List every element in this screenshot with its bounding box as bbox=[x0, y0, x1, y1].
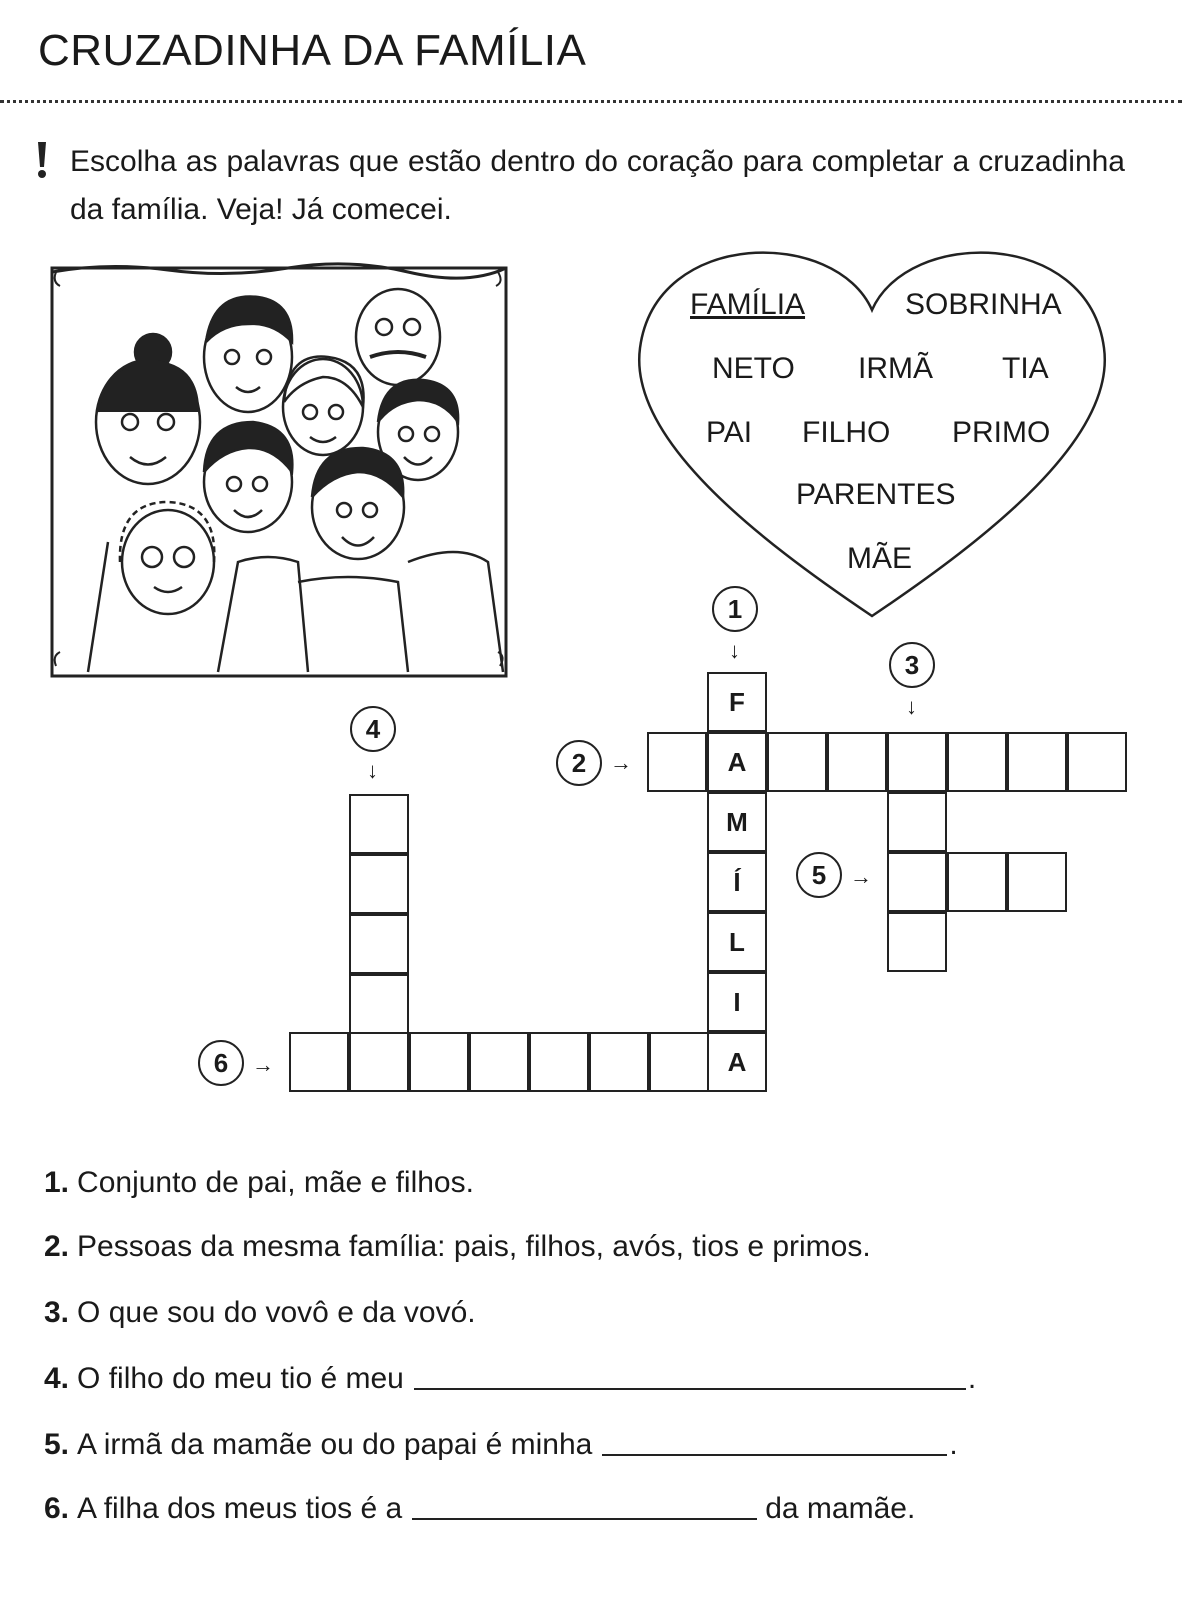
crossword-cell[interactable] bbox=[529, 1032, 589, 1092]
crossword-cell[interactable] bbox=[1067, 732, 1127, 792]
heart-word: PARENTES bbox=[796, 478, 956, 511]
heart-word: MÃE bbox=[847, 542, 913, 575]
heart-word: NETO bbox=[712, 352, 795, 385]
crossword-cell-given: F bbox=[707, 672, 767, 732]
crossword-cell[interactable] bbox=[289, 1032, 349, 1092]
clue-number: 3. bbox=[44, 1296, 70, 1329]
arrow-down-icon: ↓ bbox=[729, 638, 740, 663]
answer-blank[interactable] bbox=[602, 1454, 947, 1456]
arrow-right-icon: → bbox=[850, 864, 872, 889]
crossword-cell[interactable] bbox=[349, 914, 409, 974]
answer-blank[interactable] bbox=[412, 1518, 757, 1520]
clue-number-1: 1 bbox=[712, 586, 758, 632]
clue-1 bbox=[44, 1166, 474, 1200]
clue-text: A irmã da mamãe ou do papai é minha bbox=[77, 1428, 593, 1461]
crossword-cell[interactable] bbox=[947, 852, 1007, 912]
crossword-cell[interactable] bbox=[469, 1032, 529, 1092]
arrow-right-icon: → bbox=[252, 1052, 274, 1077]
crossword-cell-given: A bbox=[707, 732, 767, 792]
crossword-cell[interactable] bbox=[767, 732, 827, 792]
answer-blank[interactable] bbox=[414, 1388, 966, 1390]
crossword-cell[interactable] bbox=[887, 912, 947, 972]
crossword-cell[interactable] bbox=[827, 732, 887, 792]
clue-text: Conjunto de pai, mãe e filhos. bbox=[77, 1166, 474, 1199]
clue-number-5: 5 bbox=[796, 852, 842, 898]
clue-text: Pessoas da mesma família: pais, filhos, avós, tios e primos. bbox=[77, 1230, 871, 1263]
clue-end: . bbox=[949, 1428, 958, 1461]
exclamation-icon bbox=[36, 140, 48, 180]
clue-2 bbox=[44, 1230, 871, 1264]
clue-text: A filha dos meus tios é a bbox=[77, 1492, 403, 1525]
crossword-cell[interactable] bbox=[1007, 732, 1067, 792]
dotted-divider bbox=[0, 100, 1182, 103]
clue-5 bbox=[44, 1428, 958, 1462]
crossword-cell[interactable] bbox=[349, 1032, 409, 1092]
crossword-cell[interactable] bbox=[887, 732, 947, 792]
clue-end: . bbox=[967, 1362, 977, 1395]
crossword-cell[interactable] bbox=[349, 794, 409, 854]
heart-word: TIA bbox=[1002, 352, 1049, 385]
crossword-cell[interactable] bbox=[649, 1032, 709, 1092]
clue-4 bbox=[44, 1362, 976, 1396]
clue-text: O filho do meu tio é meu bbox=[77, 1362, 404, 1395]
clue-number-4: 4 bbox=[350, 706, 396, 752]
crossword-cell-given: I bbox=[707, 972, 767, 1032]
crossword-cell[interactable] bbox=[349, 974, 409, 1034]
clue-end: da mamãe. bbox=[765, 1492, 916, 1525]
clue-number-6: 6 bbox=[198, 1040, 244, 1086]
family-illustration bbox=[48, 262, 510, 682]
arrow-right-icon: → bbox=[610, 750, 632, 775]
heart-word: FILHO bbox=[802, 416, 891, 449]
crossword-cell[interactable] bbox=[887, 792, 947, 852]
clue-number-2: 2 bbox=[556, 740, 602, 786]
crossword-cell-given: M bbox=[707, 792, 767, 852]
crossword-cell[interactable] bbox=[409, 1032, 469, 1092]
arrow-down-icon: ↓ bbox=[367, 758, 378, 783]
arrow-down-icon: ↓ bbox=[906, 694, 917, 719]
crossword-cell-given: Í bbox=[707, 852, 767, 912]
heart-word: PRIMO bbox=[952, 416, 1051, 449]
crossword-cell[interactable] bbox=[589, 1032, 649, 1092]
clue-number: 1. bbox=[44, 1166, 70, 1199]
crossword-cell[interactable] bbox=[647, 732, 707, 792]
crossword-cell[interactable] bbox=[947, 732, 1007, 792]
clue-number: 4. bbox=[44, 1362, 70, 1395]
clue-number: 2. bbox=[44, 1230, 70, 1263]
clue-6 bbox=[44, 1492, 915, 1526]
crossword-cell-given: A bbox=[707, 1032, 767, 1092]
heart-word: FAMÍLIA bbox=[690, 288, 806, 321]
crossword-cell-given: L bbox=[707, 912, 767, 972]
instruction-text: Escolha as palavras que estão dentro do coração para completar a cruzadinha da família. Veja! Já comecei. bbox=[70, 145, 1125, 226]
heart-word: SOBRINHA bbox=[905, 288, 1062, 321]
clue-number-3: 3 bbox=[889, 642, 935, 688]
page-title: CRUZADINHA DA FAMÍLIA bbox=[38, 26, 587, 75]
clue-text: O que sou do vovô e da vovó. bbox=[77, 1296, 476, 1329]
heart-word: IRMÃ bbox=[858, 352, 933, 385]
crossword-cell[interactable] bbox=[1007, 852, 1067, 912]
clue-number: 6. bbox=[44, 1492, 70, 1525]
clue-number: 5. bbox=[44, 1428, 70, 1461]
crossword-cell[interactable] bbox=[349, 854, 409, 914]
heart-word: PAI bbox=[706, 416, 753, 449]
clue-3 bbox=[44, 1296, 476, 1330]
crossword-cell[interactable] bbox=[887, 852, 947, 912]
